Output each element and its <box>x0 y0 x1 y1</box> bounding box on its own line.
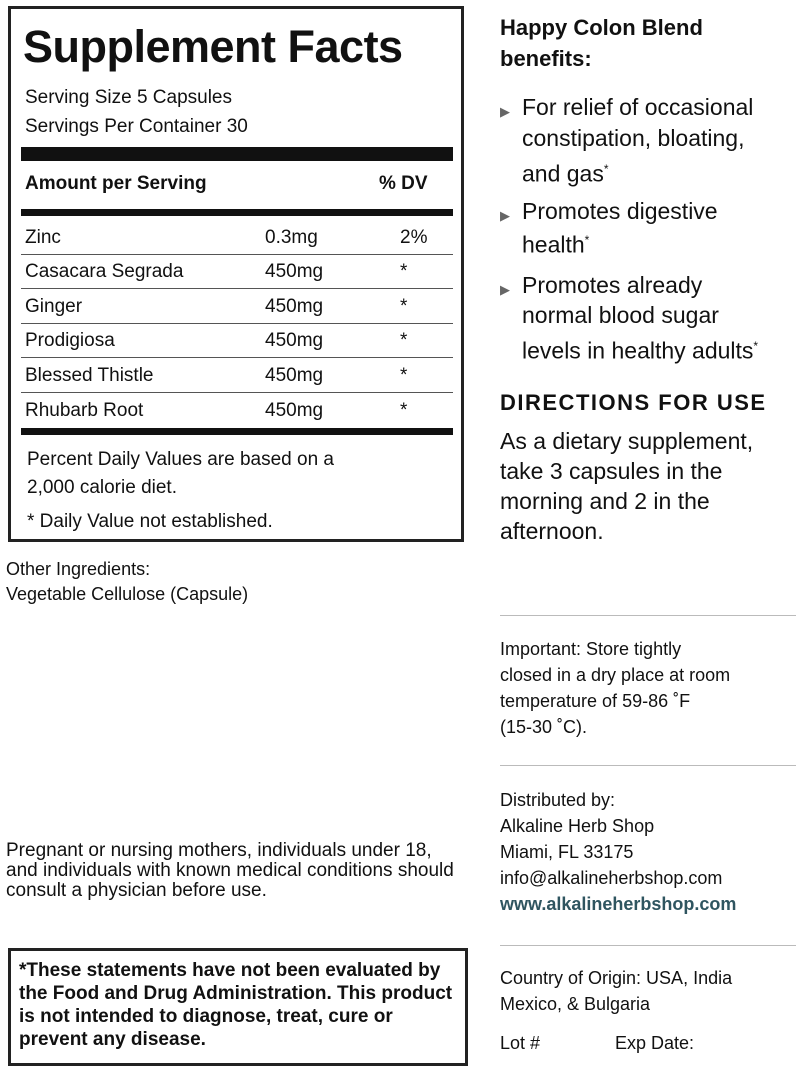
daily-value-footnote: 2,000 calorie diet. <box>27 477 177 498</box>
bottom-divider <box>21 428 453 435</box>
distributor-email: info@alkalineherbshop.com <box>500 868 723 888</box>
arrow-bullet-icon: ▶ <box>500 104 510 119</box>
pregnancy-warning: Pregnant or nursing mothers, individuals under 18, and individuals with known medical conditions should consult a physician before use. <box>6 840 454 901</box>
section-divider <box>500 765 796 766</box>
nutrient-dv: * <box>400 400 408 421</box>
storage-line: closed in a dry place at room <box>500 665 731 685</box>
dv-header: % DV <box>379 173 428 194</box>
nutrient-row <box>25 290 453 324</box>
exp-date-label: Exp Date: <box>615 1033 695 1053</box>
nutrient-dv: * <box>400 296 408 317</box>
other-ingredients-label: Other Ingredients: <box>6 559 151 579</box>
fda-disclaimer-text: *These statements have not been evaluated by the Food and Drug Administration. This product is not intended to diagnose, treat, cure or prevent any disease. <box>19 960 453 1050</box>
daily-value-footnote: Percent Daily Values are based on a <box>27 449 334 470</box>
nutrient-name: Zinc <box>25 227 61 248</box>
storage-line: (15-30 ˚C). <box>500 717 588 737</box>
distributor-website: www.alkalineherbshop.com <box>500 894 737 914</box>
amount-per-serving-header: Amount per Serving <box>25 173 207 194</box>
nutrient-dv: * <box>400 261 408 282</box>
benefits-title-line: benefits: <box>500 46 592 71</box>
nutrient-dv: * <box>400 365 408 386</box>
benefit-line: Promotes digestive <box>522 198 718 224</box>
nutrient-row <box>25 359 453 393</box>
nutrient-dv: 2% <box>400 227 428 248</box>
directions-text <box>500 426 753 546</box>
nutrient-name: Ginger <box>25 296 83 317</box>
benefit-line: normal blood sugar <box>522 302 719 328</box>
nutrient-dv: * <box>400 330 408 351</box>
arrow-bullet-icon: ▶ <box>500 282 510 297</box>
benefits-title <box>500 12 703 74</box>
directions-line: As a dietary supplement, <box>500 428 754 454</box>
nutrient-amount: 450mg <box>265 261 324 282</box>
origin-block <box>500 965 732 1017</box>
nutrient-amount: 450mg <box>265 330 324 351</box>
nutrient-amount: 0.3mg <box>265 227 318 248</box>
nutrient-amount: 450mg <box>265 400 324 421</box>
distributor-label: Distributed by: <box>500 790 616 810</box>
row-divider <box>21 288 453 289</box>
directions-line: afternoon. <box>500 518 604 544</box>
thick-divider <box>21 147 453 161</box>
benefit-line: Promotes already <box>522 272 703 298</box>
distributor-name: Alkaline Herb Shop <box>500 816 655 836</box>
nutrient-row <box>25 394 453 426</box>
benefits-title-line: Happy Colon Blend <box>500 15 703 40</box>
servings-per-container: Servings Per Container 30 <box>25 116 248 137</box>
serving-size: Serving Size 5 Capsules <box>25 87 232 108</box>
supplement-facts-panel <box>8 6 464 542</box>
asterisk-mark: * <box>584 233 590 247</box>
row-divider <box>21 392 453 393</box>
benefit-line: levels in healthy adults* <box>522 337 759 364</box>
nutrient-amount: 450mg <box>265 365 324 386</box>
distributor-block <box>500 787 736 917</box>
nutrient-row <box>25 221 453 255</box>
facts-title: Supplement Facts <box>23 21 403 72</box>
medium-divider <box>21 209 453 216</box>
section-divider <box>500 945 796 946</box>
nutrient-name: Rhubarb Root <box>25 400 144 421</box>
nutrient-name: Casacara Segrada <box>25 261 184 282</box>
storage-line: temperature of 59-86 ˚F <box>500 691 691 711</box>
benefit-line: and gas* <box>522 160 609 187</box>
section-divider <box>500 615 796 616</box>
asterisk-mark: * <box>603 162 609 176</box>
row-divider <box>21 357 453 358</box>
origin-line: Mexico, & Bulgaria <box>500 994 651 1014</box>
directions-line: take 3 capsules in the <box>500 458 723 484</box>
directions-title: DIRECTIONS FOR USE <box>500 390 767 415</box>
not-established-footnote: * Daily Value not established. <box>27 511 273 532</box>
storage-instructions <box>500 636 730 740</box>
arrow-bullet-icon: ▶ <box>500 208 510 223</box>
fda-disclaimer-box <box>8 948 468 1066</box>
benefit-line: constipation, bloating, <box>522 125 745 151</box>
other-ingredients <box>6 557 248 607</box>
lot-number-label: Lot # <box>500 1033 541 1053</box>
directions-line: morning and 2 in the <box>500 488 710 514</box>
asterisk-mark: * <box>753 339 759 353</box>
distributor-city: Miami, FL 33175 <box>500 842 634 862</box>
nutrient-row <box>25 255 453 289</box>
benefit-line: health* <box>522 231 590 258</box>
nutrient-name: Prodigiosa <box>25 330 115 351</box>
nutrient-row <box>25 324 453 358</box>
origin-line: Country of Origin: USA, India <box>500 968 733 988</box>
benefit-line: For relief of occasional <box>522 94 754 120</box>
nutrient-name: Blessed Thistle <box>25 365 154 386</box>
other-ingredients-value: Vegetable Cellulose (Capsule) <box>6 584 249 604</box>
storage-line: Important: Store tightly <box>500 639 682 659</box>
nutrient-amount: 450mg <box>265 296 324 317</box>
